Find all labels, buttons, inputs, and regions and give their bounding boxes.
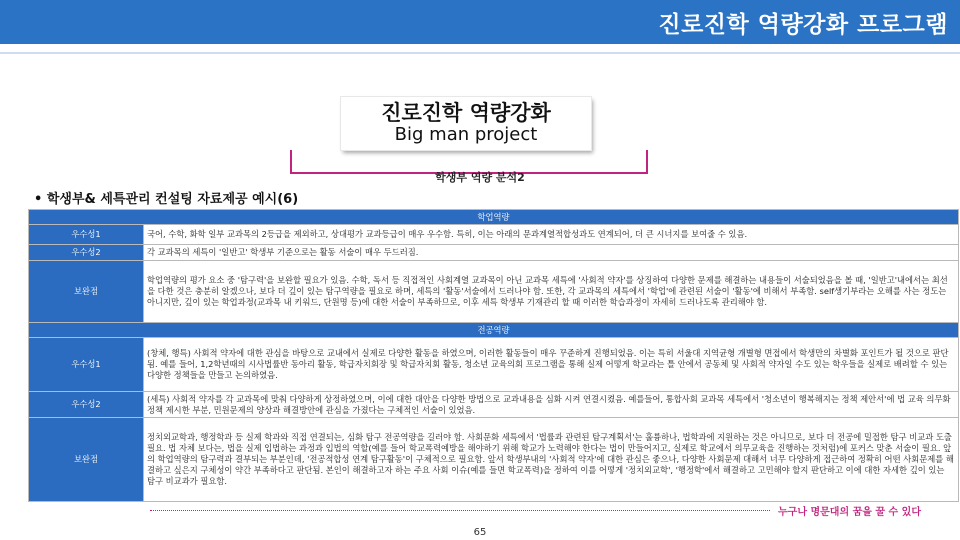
row-label: 보완점 bbox=[29, 261, 144, 323]
row-text: 정치외교학과, 행정학과 등 실제 학과와 직접 연결되는, 심화 탐구 전공역량을 길러야 함. 사회문화 세특에서 '법률과 관련된 탐구계획서'는 훌륭하나, 법학과에 지원하는 것은 아니므로, 보다 더 전공에 밀접한 탐구 비교과 도출 필요. 법 자체 보다는, 법을 실제 입법하는 과정과 입법의 역할(예를 들어 학교폭력예방을 해야하기 위해 학교가 노력해야 한다는 법이 만들어지고, 실제로 학교에서 의무교육을 진행하는 것처럼)에 포커스 맞춘 서술이 필요. 앞의 학업역량의 탐구력과 결부되는 부분인데, '전공적합성 연계 탐구활동'이 구체적으로 필요함. 앞서 학생부내의 '사회적 약자'에 대한 관심은 좋으나, 다양한 사회문제 대해서 너무 다양하게 접근하여 정확히 어떤 사회문제를 해결하고 싶은지 구체성이 약간 부족하다고 판단됨. 본인이 해결하고자 하는 주요 사회 이슈(예를 들면 학교폭력)을 정하여 이를 어떻게 '정치외교학', '행정학'에서 해결하고 고민해야 할지 판단하고 이에 대한 자세한 깊이 있는 탐구 비교과가 필요함. bbox=[144, 418, 959, 502]
table-section-row bbox=[29, 323, 959, 338]
row-label: 우수성1 bbox=[29, 338, 144, 392]
row-label: 보완점 bbox=[29, 418, 144, 502]
table-row bbox=[29, 338, 959, 392]
footer-slogan: 누구나 명문대의 꿈을 꿀 수 있다 bbox=[778, 507, 921, 518]
table-row bbox=[29, 225, 959, 245]
program-banner bbox=[341, 97, 591, 150]
header-divider bbox=[0, 52, 960, 54]
banner-title: 진로진학 역량강화 bbox=[381, 101, 551, 125]
row-text: 각 교과목의 세특이 '일반고' 학생부 기준으로는 활동 서술이 매우 두드러짐. bbox=[144, 245, 959, 261]
page-number: 65 bbox=[473, 527, 487, 538]
row-text: 국어, 수학, 화학 일부 교과목의 2등급을 제외하고, 상대평가 교과등급이 매우 우수함. 특히, 이는 아래의 문과계열적합성과도 연계되어, 더 큰 시너지를 보여줄 수 있음. bbox=[144, 225, 959, 245]
header-bar bbox=[0, 0, 960, 44]
table-row bbox=[29, 261, 959, 323]
section-title: • 학생부& 세특관리 컨설팅 자료제공 예시(6) bbox=[34, 192, 299, 207]
section-heading-academic: 학업역량 bbox=[29, 210, 959, 225]
consulting-table bbox=[28, 209, 959, 502]
row-label: 우수성1 bbox=[29, 225, 144, 245]
row-text: 학업역량의 평가 요소 중 '탐구력'을 보완할 필요가 있음. 수학, 독서 등 직접적인 사회계열 교과목이 아닌 교과목 세특에 '사회적 약자'를 상징하여 다양한 문제를 해결하는 내용들이 서술되었음을 볼 때, '일반고'내에서는 최선을 다한 것은 충분히 알겠으나, 보다 더 깊이 있는 탐구역량을 필요로 하며, 세특의 '활동'서술에서 드러나야 함. 또한, 각 교과목의 세특에서 '학업'에 관련된 서술이 '활동'에 비해서 부족함. self생기부라는 오해를 사는 정도는 아니지만, 깊이 있는 학업과정(교과목 내 키워드, 단원명 등)에 대한 서술이 부족하므로, 이후 세특 학생부 기재관리 할 때 이러한 학습과정이 자세히 드러나도록 관리해야 함. bbox=[144, 261, 959, 323]
footer-divider bbox=[150, 510, 770, 511]
section-subtitle: 학생부 역량 분석2 bbox=[435, 171, 525, 184]
row-label: 우수성2 bbox=[29, 245, 144, 261]
row-text: (창체, 행특) 사회적 약자에 대한 관심을 바탕으로 교내에서 실제로 다양한 활동을 하였으며, 이러한 활동들이 매우 꾸준하게 진행되었음. 이는 특히 서울대 지역균형 개별형 면접에서 학생만의 차별화 포인트가 될 것으로 판단됨. 예를 들어, 1,2학년때의 시사법률반 동아리 활동, 학급자치회장 및 학급자치회 활동, 청소년 교육의회 프로그램을 통해 실제 어떻게 학교라는 틀 안에서 공동체 및 사회적 약자일 수도 있는 학우들을 실제로 배려할 수 있는 다양한 정책들을 만들고 논의하였음. bbox=[144, 338, 959, 392]
row-label: 우수성2 bbox=[29, 392, 144, 418]
table-row bbox=[29, 392, 959, 418]
table-row bbox=[29, 245, 959, 261]
banner-subtitle: Big man project bbox=[394, 124, 538, 145]
header-title: 진로진학 역량강화 프로그램 bbox=[658, 12, 948, 38]
row-text: (세특) 사회적 약자를 각 교과목에 맞춰 다양하게 상정하였으며, 이에 대한 대안을 다양한 방법으로 교과내용을 심화 시켜 연결시켰음. 예를들어, 통합사회 교과목 세특에서 '청소년이 행복해지는 정책 제안서'에 법 교육 의무화 정책 제시한 부분, 민원문제의 양상과 해결방안에 관심을 가졌다는 구체적인 서술이 있었음. bbox=[144, 392, 959, 418]
section-heading-major: 전공역량 bbox=[29, 323, 959, 338]
table-row bbox=[29, 418, 959, 502]
table-section-row bbox=[29, 210, 959, 225]
